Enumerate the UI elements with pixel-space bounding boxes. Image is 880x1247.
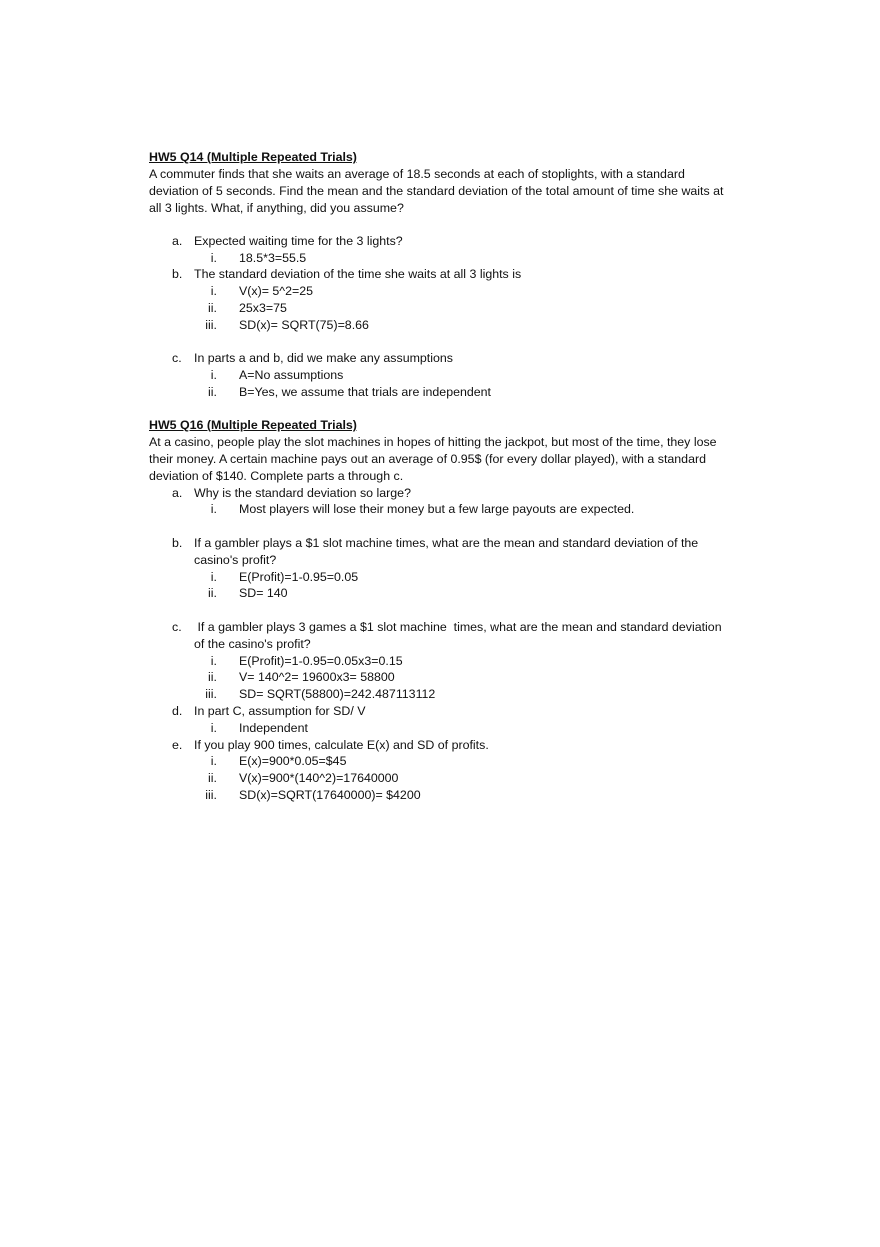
list-marker: ii.	[208, 771, 217, 785]
list-marker: ii.	[208, 385, 217, 399]
list-marker: i.	[210, 251, 217, 265]
answer: SD(x)= SQRT(75)=8.66	[239, 318, 369, 332]
answer: B=Yes, we assume that trials are independent	[239, 385, 491, 399]
list-marker: i.	[210, 721, 217, 735]
q14-part-c: In parts a and b, did we make any assumptions	[194, 351, 453, 365]
answer: V(x)=900*(140^2)=17640000	[239, 771, 399, 785]
list-marker: ii.	[208, 586, 217, 600]
answer: E(x)=900*0.05=$45	[239, 754, 347, 768]
answer: SD= SQRT(58800)=242.487113112	[239, 687, 436, 701]
q14-part-b: The standard deviation of the time she waits at all 3 lights is	[194, 267, 522, 281]
list-marker: ii.	[208, 670, 217, 684]
q16-part-a: Why is the standard deviation so large?	[194, 486, 411, 500]
list-marker: i.	[210, 754, 217, 768]
answer: V= 140^2= 19600x3= 58800	[239, 670, 395, 684]
q16-prompt-line: deviation of $140. Complete parts a through c.	[149, 469, 404, 483]
q14-title: HW5 Q14 (Multiple Repeated Trials)	[149, 150, 357, 164]
list-marker: i.	[210, 284, 217, 298]
list-marker: d.	[172, 704, 183, 718]
answer: SD= 140	[239, 586, 288, 600]
list-marker: i.	[210, 368, 217, 382]
list-marker: c.	[172, 351, 182, 365]
list-marker: a.	[172, 486, 183, 500]
answer: V(x)= 5^2=25	[239, 284, 314, 298]
q16-prompt-line: At a casino, people play the slot machines in hopes of hitting the jackpot, but most of the time, they lose	[149, 435, 717, 449]
list-marker: b.	[172, 267, 183, 281]
q16-part-e: If you play 900 times, calculate E(x) and SD of profits.	[194, 738, 489, 752]
q14-prompt-line: A commuter finds that she waits an average of 18.5 seconds at each of stoplights, with a standard	[149, 167, 685, 181]
q16-part-b-cont: casino's profit?	[194, 553, 277, 567]
list-marker: i.	[210, 570, 217, 584]
list-marker: b.	[172, 536, 183, 550]
answer: E(Profit)=1-0.95=0.05x3=0.15	[239, 654, 403, 668]
answer: A=No assumptions	[239, 368, 344, 382]
list-marker: e.	[172, 738, 183, 752]
answer: Most players will lose their money but a few large payouts are expected.	[239, 502, 635, 516]
list-marker: a.	[172, 234, 183, 248]
answer: SD(x)=SQRT(17640000)= $4200	[239, 788, 421, 802]
q16-part-c: If a gambler plays 3 games a $1 slot machine times, what are the mean and standard deviation	[194, 620, 722, 634]
list-marker: iii.	[205, 318, 217, 332]
q16-part-b: If a gambler plays a $1 slot machine times, what are the mean and standard deviation of the	[194, 536, 699, 550]
list-marker: ii.	[208, 301, 217, 315]
list-marker: i.	[210, 654, 217, 668]
answer: E(Profit)=1-0.95=0.05	[239, 570, 359, 584]
list-marker: c.	[172, 620, 182, 634]
q16-part-d: In part C, assumption for SD/ V	[194, 704, 366, 718]
q16-prompt-line: their money. A certain machine pays out an average of 0.95$ (for every dollar played), with a standard	[149, 452, 706, 466]
q14-prompt-line: deviation of 5 seconds. Find the mean and the standard deviation of the total amount of time she waits at	[149, 184, 724, 198]
q14-prompt-line: all 3 lights. What, if anything, did you assume?	[149, 201, 404, 215]
q14-part-a: Expected waiting time for the 3 lights?	[194, 234, 403, 248]
list-marker: iii.	[205, 687, 217, 701]
q16-title: HW5 Q16 (Multiple Repeated Trials)	[149, 418, 357, 432]
q16-part-c-cont: of the casino's profit?	[194, 637, 311, 651]
answer: 18.5*3=55.5	[239, 251, 307, 265]
list-marker: iii.	[205, 788, 217, 802]
answer: 25x3=75	[239, 301, 287, 315]
answer: Independent	[239, 721, 308, 735]
list-marker: i.	[210, 502, 217, 516]
